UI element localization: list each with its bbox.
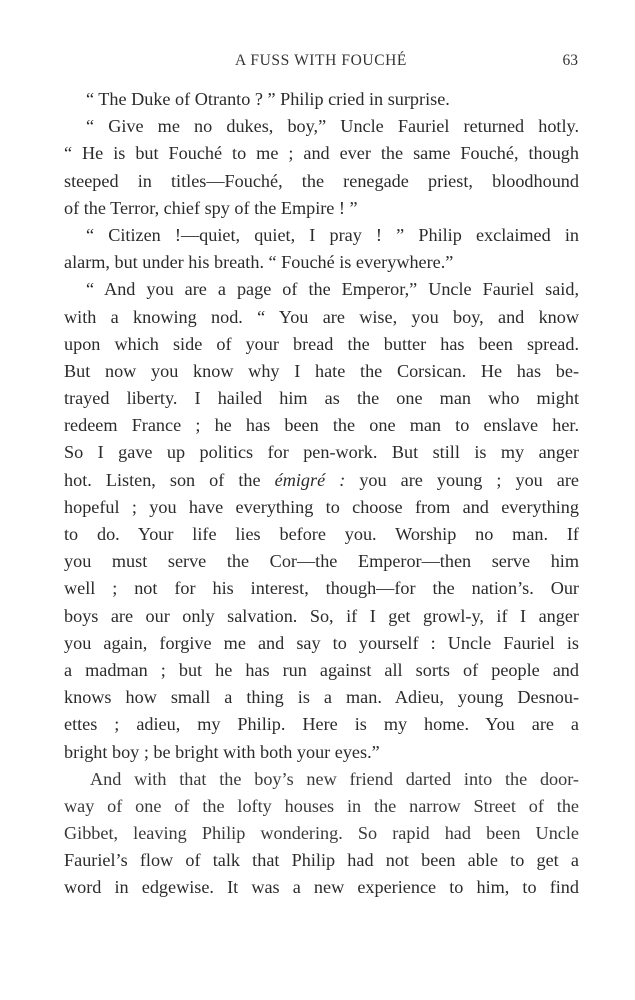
text-line: knows how small a thing is a man. Adieu, young Desnou- [64, 687, 579, 708]
text-line: of the Terror, chief spy of the Empire ! ” [64, 197, 358, 218]
text-line: “ And you are a page of the Emperor,” Uncle Fauriel said, [86, 279, 579, 300]
text-line: to do. Your life lies before you. Worship no man. If [64, 524, 579, 544]
text-line: hopeful ; you have everything to choose from and everything [64, 496, 579, 517]
text-line: boys are our only salvation. So, if I get growl-y, if I anger [64, 605, 579, 626]
text-line: “ The Duke of Otranto ? ” Philip cried in surprise. [86, 89, 450, 109]
text-line: “ Citizen !—quiet, quiet, I pray ! ” Philip exclaimed in [86, 224, 579, 245]
text-line: steeped in titles—Fouché, the renegade priest, bloodhound [64, 170, 579, 191]
text-line [64, 467, 579, 494]
text-line: “ He is but Fouché to me ; and ever the same Fouché, though [64, 143, 579, 164]
text-line: Gibbet, leaving Philip wondering. So rapid had been Uncle [64, 823, 579, 844]
text-line: a madman ; but he has run against all sorts of people and [64, 659, 579, 680]
text-line: bright boy ; be bright with both your eyes.” [64, 741, 380, 762]
text-line: alarm, but under his breath. “ Fouché is everywhere.” [64, 252, 454, 273]
text-line: “ Give me no dukes, boy,” Uncle Fauriel returned hotly. [86, 116, 579, 137]
text-line: ettes ; adieu, my Philip. Here is my home. You are a [64, 714, 579, 735]
text-line: you must serve the Cor—the Emperor—then serve him [64, 551, 579, 572]
chapter-title: A FUSS WITH FOUCHÉ [235, 52, 407, 69]
page-number: 63 [562, 52, 578, 69]
text-span: you are young ; you are [359, 469, 580, 490]
text-line: trayed liberty. I hailed him as the one man who might [64, 388, 579, 409]
text-line: way of one of the lofty houses in the narrow Street of the [64, 795, 579, 816]
text-line: So I gave up politics for pen-work. But still is my anger [64, 442, 579, 463]
text-line: you again, forgive me and say to yourself : Uncle Fauriel is [64, 632, 579, 653]
text-line: Fauriel’s flow of talk that Philip had not been able to get a [64, 850, 579, 871]
text-line: And with that the boy’s new friend darted into the door- [90, 768, 579, 789]
running-head [64, 52, 578, 72]
text-line: upon which side of your bread the butter has been spread. [64, 333, 579, 354]
text-line: redeem France ; he has been the one man to enslave her. [64, 415, 579, 436]
text-line: with a knowing nod. “ You are wise, you boy, and know [64, 306, 579, 327]
text-span: hot. Listen, son of the [64, 469, 261, 490]
text-line: word in edgewise. It was a new experience to him, to find [64, 877, 579, 898]
italic-word: émigré : [274, 469, 346, 490]
body-text [64, 86, 579, 902]
text-line: well ; not for his interest, though—for the nation’s. Our [64, 578, 579, 599]
text-line: But now you know why I hate the Corsican. He has be- [64, 360, 579, 381]
